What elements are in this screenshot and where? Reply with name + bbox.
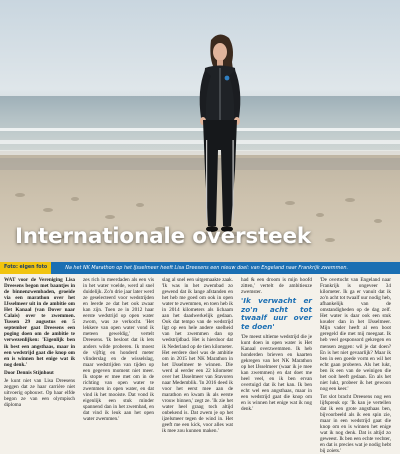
article-paragraph: zes rich in meerdaden als een vis in het water voelde, werd al snel duidelijk. Zo'n drie jaar later werd ze geselecteerd voor wedstrijden en leerde ze dat het ook zwaar kan zijn. Toen ze in 2012 haar eerste wedstrijd op open water zwom, was ze verkocht. 'Het lekkere van open water vond ik meteen geweldig,' vertelt Dreesens. 'Ik besloot dat ik lets anders wilde proberen. Ik moest de vijftig en honderd meter vlinderslag en de wisselslag, maar wedstrijden van tijden op een gegeven moment niet meer. Ik stopte er mee met om in de richting van open water te zwemmen in open water, en dat vind ik het mooiste. Dat vond ik eigenlijk een stuk minder spannend dan in het zwembad, en dat vind ik leuk aan het open water zwemmen.' (83, 277, 154, 423)
article-headline: Internationale oversteek (15, 224, 311, 249)
article-byline: Door Dennis Stijnhout (4, 369, 54, 376)
pull-quote: 'Ik verwacht er zo'n acht tot twaalf uur over te doen' (241, 296, 312, 331)
article-column-4 (241, 277, 312, 413)
article-column-2 (83, 277, 154, 423)
article-paragraph: Je kunt niet van Lisa Dreesens zeggen dat ze haar carrière niet uitvoerig opbouwt. Op haar elfde begon ze van een olympisch diploma (4, 377, 75, 408)
article-column-3 (162, 277, 234, 435)
article-paragraph: had & een droom is mijn hoofd zitten,' vertelt de ambitieuze zwemster. (241, 277, 312, 296)
article-paragraph: 'De meest ultieme wedstrijd die je kunt doen in open water is Het Kanaal overzwemmen. Ik heb honderden brieven en kaarten gekregen van het NK Marathon op het IJsselmeer (waar ik je mee kan zwemmen) en dat doet me heel veel, en ik ben ervan overtuigd dat ik het kan. Ik ben echt wel een angsthaas, maar in een wedstrijd gaat die knop om en is winnen het enige wat ik nog denk.' (241, 333, 312, 413)
article-column-1 (4, 277, 75, 408)
caption-bar (0, 262, 400, 274)
article-lead: WAT voor de Vereniging Lisa Dreesens begon met baantjes in de binnenzwembaden, groeide via een marathon over het IJsselmeer uit in de ambitie om Het Kanaal (van Dover naar Calais) over te zwemmen. Tussen 29 augustus en 5 september gaat Dreesens een poging doen om de ambitie te verwezenlijken: 'Eigenlijk ben ik best een angsthaas, maar in een wedstrijd gaat die knop om en is winnen het enige wat ik nog denk.' (4, 277, 75, 368)
swimmer-figure (185, 30, 255, 245)
article-body (4, 277, 396, 454)
article-paragraph: 'De overtocht van Engeland naar Frankrijk is ongeveer 34 kilometer. Ik ga er vanuit dat ik zo'n acht tot twaalf uur nodig heb, afhankelijk van de omstandigheden op de dag zelf. Het water is daar ook een stuk kouder dan in het IJsselmeer. Mijn vader heeft al een boot geregeld die met mij meegaat. Ik heb veel gesponsord gekregen en mensen zeggen: wil je dat doen? En is het niet gevaarlijk? Maar ik ben in een goede vorm en wil het echt gaan proberen. Als het lukt, ben ik een van de weinigen die het ooit heeft gedaan. En als het niet lukt, probeer ik het gewoon nog een keer.' (320, 277, 391, 392)
photo-credit: Foto: eigen foto (0, 262, 51, 274)
article-column-5 (320, 277, 391, 454)
photo-caption: Na het NK Marathon op het IJsselmeer heeft Lisa Dreesens een nieuw doel: van Engeland naar Frankrijk zwemmen. (65, 265, 348, 271)
article-paragraph: slag al snel een uitgemaakte zaak. 'Ik was in het zwembad zo gewend dat ik lange afstanden en het heb me goed om ook in open water te zwemmen, en toen heb ik in 2014 kilometers als lichaam aan het daadwerkelijk gedaan. Ook dat tempo van de wedstrijd ligt op een hele andere snelheid van het zwemmen dan op wedstrijdbad. Het is hierdoor dat ik Nederland op de tien kilometer. Het eerdere doel was de ambitie om in 2015 het NK Marathon in het IJsselmeer te winnen. Die werd al eerder een 22 kilometer over het IJsselmeer van Stavoren naar Medemblik. 'In 2016 deed ik voor het eerst mee aan de marathon en kwam ik als eerste vrouw binnen,' zegt ze. 'Ik zie het water heel graag toch altijd onbekend is. Dat zwem je op het ijzelsmeer tegen de wind in. Het geeft me een kick, voor alles wat ik mee zou kunnen maken.' (162, 277, 234, 435)
article-paragraph: Tot slot bracht Dreesens nog een lijfspreuk op: 'Ik kan je vertellen dat ik een grote angsthaas ben, bijvoorbeeld als ik een spin zie, maar in een wedstrijd gaat die knop om en is winnen het enige wat ik nog denk. Dat is altijd zo geweest. Ik ben een echte vechter, en dat is precies wat je nodig hebt bij zoiets.' (320, 393, 391, 454)
